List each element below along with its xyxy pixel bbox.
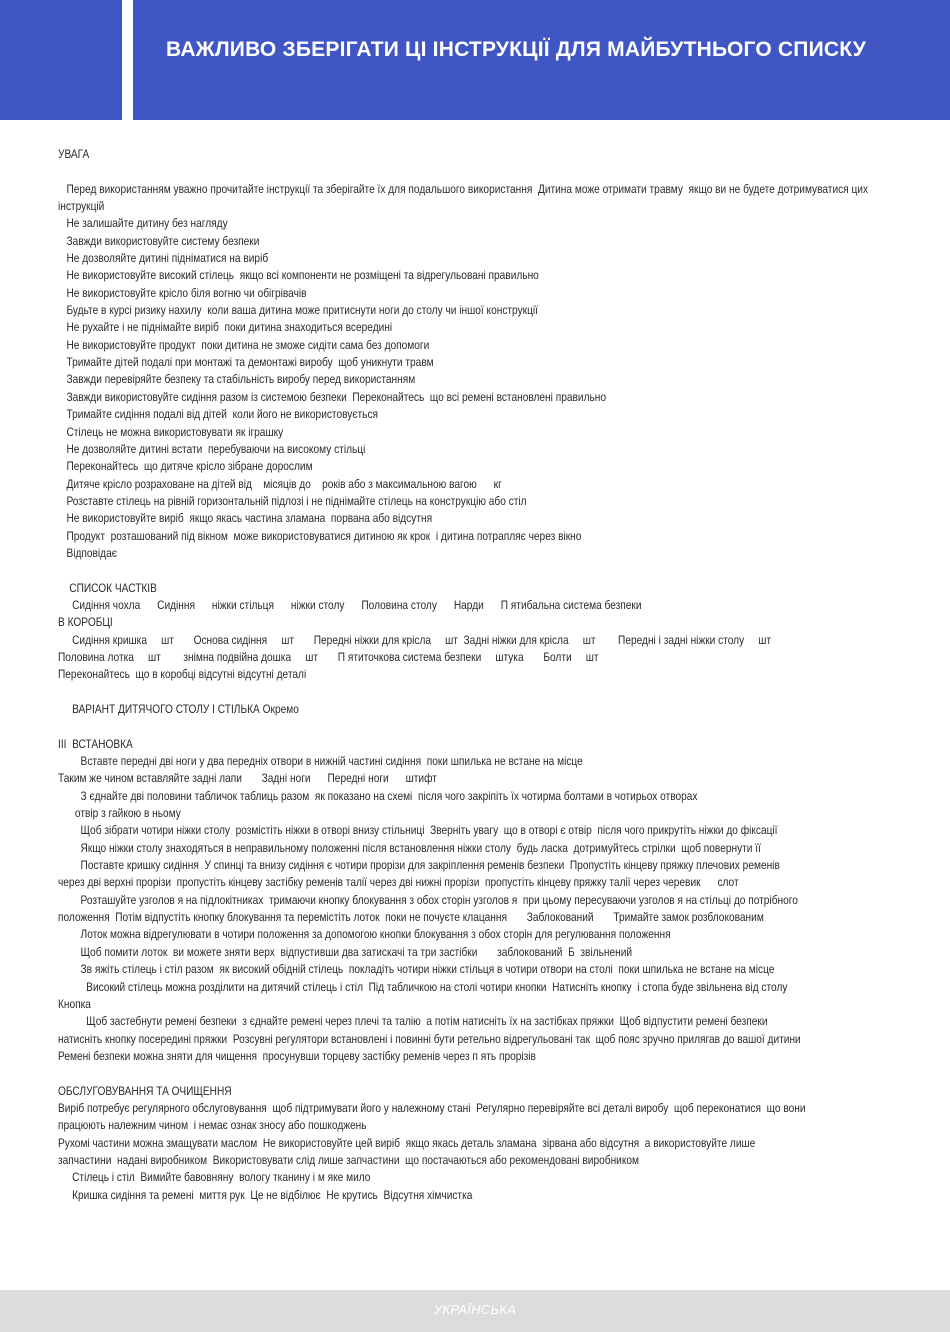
install-heading: III ВСТАНОВКА [58,736,133,751]
variant-heading: ВАРІАНТ ДИТЯЧОГО СТОЛУ І СТІЛЬКА Окремо [58,702,299,716]
install-step-line: натисніть кнопку посередині пряжки Розсувні регулятори встановлені і повинні бути ретельно відрегульовані так щоб пояс зручно прилягав до вашої дитини [58,1031,801,1046]
parts-heading: СПИСОК ЧАСТКІВ [58,580,157,595]
footer-language-label: УКРАЇНСЬКА [433,1302,517,1317]
header-left-block [0,0,122,120]
warning-item: Не рухайте і не піднімайте виріб поки дитина знаходиться всередині [58,320,393,335]
maintenance-line: Рухомі частини можна змащувати маслом Не використовуйте цей виріб якщо якась деталь зламана зірвана або відсутня а використовуйте лише [58,1135,756,1150]
maintenance-heading: ОБСЛУГОВУВАННЯ ТА ОЧИЩЕННЯ [58,1083,232,1098]
parts-list-line: Сидіння чохла Сидіння ніжки стільця ніжки столу Половина столу Нарди П ятибальна система безпеки [58,597,642,612]
warning-item: Не дозволяйте дитині підніматися на виріб [58,251,269,266]
maintenance-line: Стілець і стіл Вимийте бавовняну вологу тканину і м яке мило [58,1170,371,1185]
warning-item: Не дозволяйте дитині встати перебуваючи на високому стільці [58,441,366,456]
spacer [58,163,890,180]
install-step-line: Щоб помити лоток ви можете зняти верх відпустивши два затискачі та три застібки заблокований Б звільнений [58,944,633,959]
maintenance-text [58,1100,890,1204]
install-step-line: Вставте передні дві ноги у два передніх отвори в нижній частині сидіння поки шпилька не встане на місце [58,754,583,769]
document-body [58,146,890,1204]
spacer [58,562,890,579]
warning-item: Не залишайте дитину без нагляду [58,216,228,231]
install-step-line: Таким же чином вставляйте задні лапи Задні ноги Передні ноги штифт [58,771,437,786]
warning-intro: Перед використанням уважно прочитайте інструкції та зберігайте їх для подальшого використання Дитина може отримати травму якщо ви не будете дотримуватися цих інструкцій [58,181,871,214]
install-step-line: Розташуйте узголов я на підлокітниках тримаючи кнопку блокування з обох сторін узголов я при цьому пересуваючи узголов я на стільці до потрібного [58,892,798,907]
warning-item: Не використовуйте виріб якщо якась частина зламана порвана або відсутня [58,511,433,526]
install-step-line: Поставте кришку сидіння У спинці та внизу сидіння є чотири прорізи для закріплення ременів безпеки Пропустіть кінцеву пряжку плечових ременів [58,858,780,873]
in-box-label: В КОРОБЦІ [58,615,113,630]
parts-check-note: Переконайтесь що в коробці відсутні відсутні деталі [58,667,307,682]
install-step-line: положення Потім відпустіть кнопку блокування та перемістіть лоток поки не почуєте клацання Заблокований Тримайте замок розблокованим [58,910,764,925]
install-step-line: Щоб зібрати чотири ніжки столу розмістіть ніжки в отворі внизу стільниці Зверніть увагу що в отворі є отвір після чого прикрутіть ніжки до фіксації [58,823,778,838]
page-title: ВАЖЛИВО ЗБЕРІГАТИ ЦІ ІНСТРУКЦІЇ ДЛЯ МАЙБУТНЬОГО СПИСКУ [166,38,867,61]
spacer [58,718,890,735]
install-step-line: Ремені безпеки можна зняти для чищення просунувши торцеву застібку ременів через п ять прорізів [58,1048,536,1063]
spacer [58,684,890,701]
warning-item: Завжди перевіряйте безпеку та стабільність виробу перед використанням [58,372,416,387]
parts-count-line: Половина лотка шт знімна подвійна дошка шт П ятиточкова система безпеки штука Болти шт [58,649,599,664]
warning-item: Завжди використовуйте сидіння разом із системою безпеки Переконайтесь що всі ремені встановлені правильно [58,389,607,404]
warning-item: Не використовуйте крісло біля вогню чи обігрівачів [58,285,307,300]
warning-item: Тримайте дітей подалі при монтажі та демонтажі виробу щоб уникнути травм [58,355,434,370]
install-steps [58,753,890,1065]
warning-item: Переконайтесь що дитяче крісло зібране дорослим [58,459,313,474]
install-step-line: через дві верхні прорізи пропустіть кінцеву застібку ременів талії через дві нижні прорізи пропустіть кінцеву пряжку талії через черевик слот [58,875,739,890]
install-step-line: Якщо ніжки столу знаходяться в неправильному положенні після встановлення ніжки столу будь ласка дотримуйтесь стрілки щоб повернути її [58,840,761,855]
warning-item: Не використовуйте продукт поки дитина не зможе сидіти сама без допомоги [58,337,430,352]
maintenance-line: Виріб потребує регулярного обслуговування щоб підтримувати його у належному стані Регулярно перевіряйте всі деталі виробу щоб переконатися що вони [58,1100,806,1115]
warning-item: Завжди використовуйте систему безпеки [58,233,260,248]
warning-item: Будьте в курсі ризику нахилу коли ваша дитина може притиснути ноги до столу чи іншої конструкції [58,303,538,318]
install-step-line: Кнопка [58,996,91,1011]
install-step-line: Лоток можна відрегулювати в чотири положення за допомогою кнопки блокування з обох сторін для регулювання положення [58,927,671,942]
warning-item: Не використовуйте високий стілець якщо всі компоненти не розміщені та відрегульовані правильно [58,268,539,283]
spacer [58,1065,890,1082]
warning-heading: УВАГА [58,147,90,161]
install-step-line: Зв яжіть стілець і стіл разом як високий обідній стілець покладіть чотири ніжки стільця в чотири отвори на столі поки шпилька не встане на місце [58,962,775,977]
warning-item: Тримайте сидіння подалі від дітей коли його не використовується [58,407,379,422]
install-step-line: отвір з гайкою в ньому [58,806,181,821]
warning-item: Дитяче крісло розраховане на дітей від місяців до років або з максимальною вагою кг [58,476,502,491]
install-step-line: З єднайте дві половини табличок таблиць разом як показано на схемі після чого закріпіть їх чотирма болтами в чотирьох отворах [58,788,698,803]
footer-bar [0,1290,950,1332]
install-step-line: Щоб застебнути ремені безпеки з єднайте ремені через плечі та талію а потім натисніть їх на застібках пряжки Щоб відпустити ремені безпеки [58,1014,768,1029]
maintenance-line: працюють належним чином і немає ознак зносу або пошкоджень [58,1118,367,1133]
warning-item: Розставте стілець на рівній горизонтальній підлозі і не піднімайте стілець на конструкцію або стіл [58,493,527,508]
warning-item: Продукт розташований під вікном може використовуватися дитиною як крок і дитина потрапляє через вікно [58,528,582,543]
warning-item: Стілець не можна використовувати як іграшку [58,424,284,439]
warning-item: Відповідає [58,545,117,560]
maintenance-line: Кришка сидіння та ремені миття рук Це не відбілює Не крутись Відсутня хімчистка [58,1187,473,1202]
maintenance-line: запчастини надані виробником Використовувати слід лише запчастини що постачаються або рекомендовані виробником [58,1152,640,1167]
parts-count-line: Сидіння кришка шт Основа сидіння шт Передні ніжки для крісла шт Задні ніжки для крісла шт Передні і задні ніжки столу шт [58,632,772,647]
install-step-line: Високий стілець можна розділити на дитячий стілець і стіл Під табличкою на столі чотири кнопки Натисніть кнопку і стопа буде звільнена від столу [58,979,788,994]
warning-list [58,215,890,562]
